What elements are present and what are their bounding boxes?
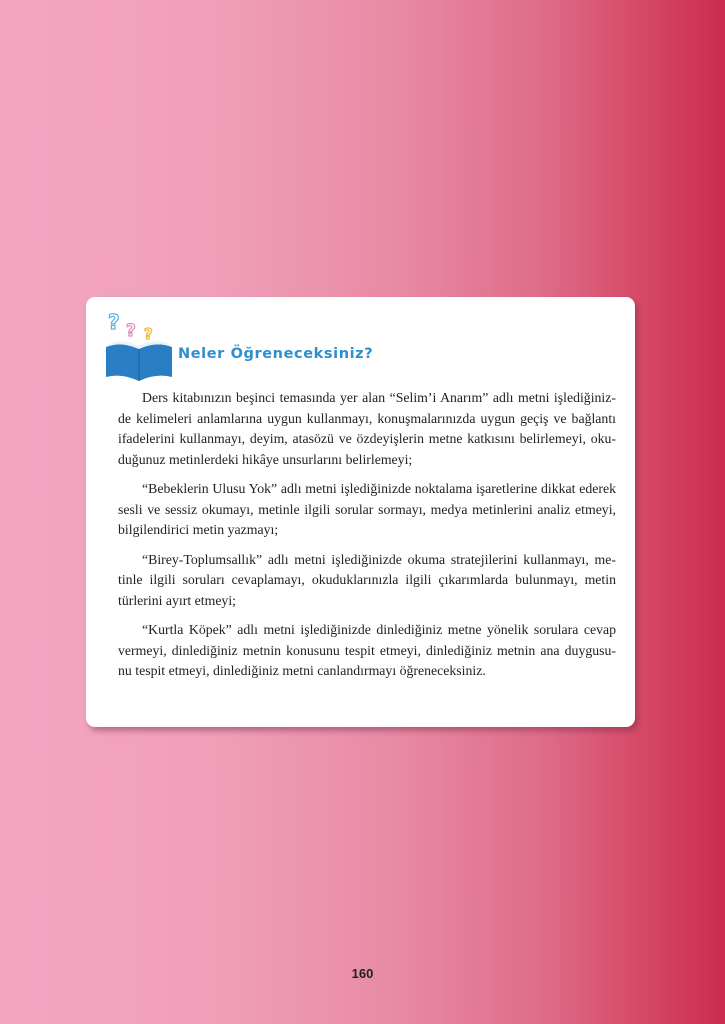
paragraph <box>118 388 616 470</box>
text-line: bilgilendirici metin yazmayı; <box>118 522 279 537</box>
objectives-text <box>118 388 616 691</box>
text-line: vermeyi, dinlediğiniz metnin konusunu tespit etmeyi, dinlediğiniz metnin ana duygusu- <box>118 642 616 658</box>
page-number: 160 <box>351 966 374 981</box>
book-with-question-marks-icon <box>104 303 176 381</box>
text-line: ifadelerini kullanmayı, deyim, atasözü ve özdeyişlerin metne katkısını belirlemeyi, oku- <box>118 431 616 446</box>
text-line: de kelimeleri anlamlarına uygun kullanmayı, konuşmalarınızda uygun geçiş ve bağlantı <box>118 410 616 426</box>
text-line: nu tespit etmeyi, dinlediğiniz metni canlandırmayı öğreneceksiniz. <box>118 663 486 678</box>
text-line: sesli ve sessiz okumayı, metinle ilgili sorular sormayı, medya metinlerini analiz etmeyi, <box>118 501 616 517</box>
learning-objectives-card <box>86 297 635 727</box>
text-line: tinle ilgili soruları cevaplamayı, okuduklarınızla ilgili çıkarımlarda bulunmayı, metin <box>118 572 616 587</box>
text-line: Ders kitabınızın beşinci temasında yer alan “Selim’i Anarım” adlı metni işlediğiniz- <box>142 390 616 405</box>
svg-text:?: ? <box>108 310 120 334</box>
text-line: duğunuz metinlerdeki hikâye unsurlarını belirlemeyi; <box>118 451 413 467</box>
text-line: türlerini ayırt etmeyi; <box>118 592 237 608</box>
section-heading: Neler Öğreneceksiniz? <box>178 346 374 362</box>
svg-text:?: ? <box>144 325 153 343</box>
text-line: “Bebeklerin Ulusu Yok” adlı metni işlediğinizde noktalama işaretlerine dikkat ederek <box>142 481 616 496</box>
text-line: “Kurtla Köpek” adlı metni işlediğinizde dinlediğiniz metne yönelik sorulara cevap <box>142 622 616 637</box>
paragraph <box>118 620 616 682</box>
text-line: “Birey-Toplumsallık” adlı metni işlediğinizde okuma stratejilerini kullanmayı, me- <box>142 551 616 567</box>
paragraph <box>118 550 616 612</box>
paragraph <box>118 479 616 541</box>
svg-text:?: ? <box>126 321 136 341</box>
